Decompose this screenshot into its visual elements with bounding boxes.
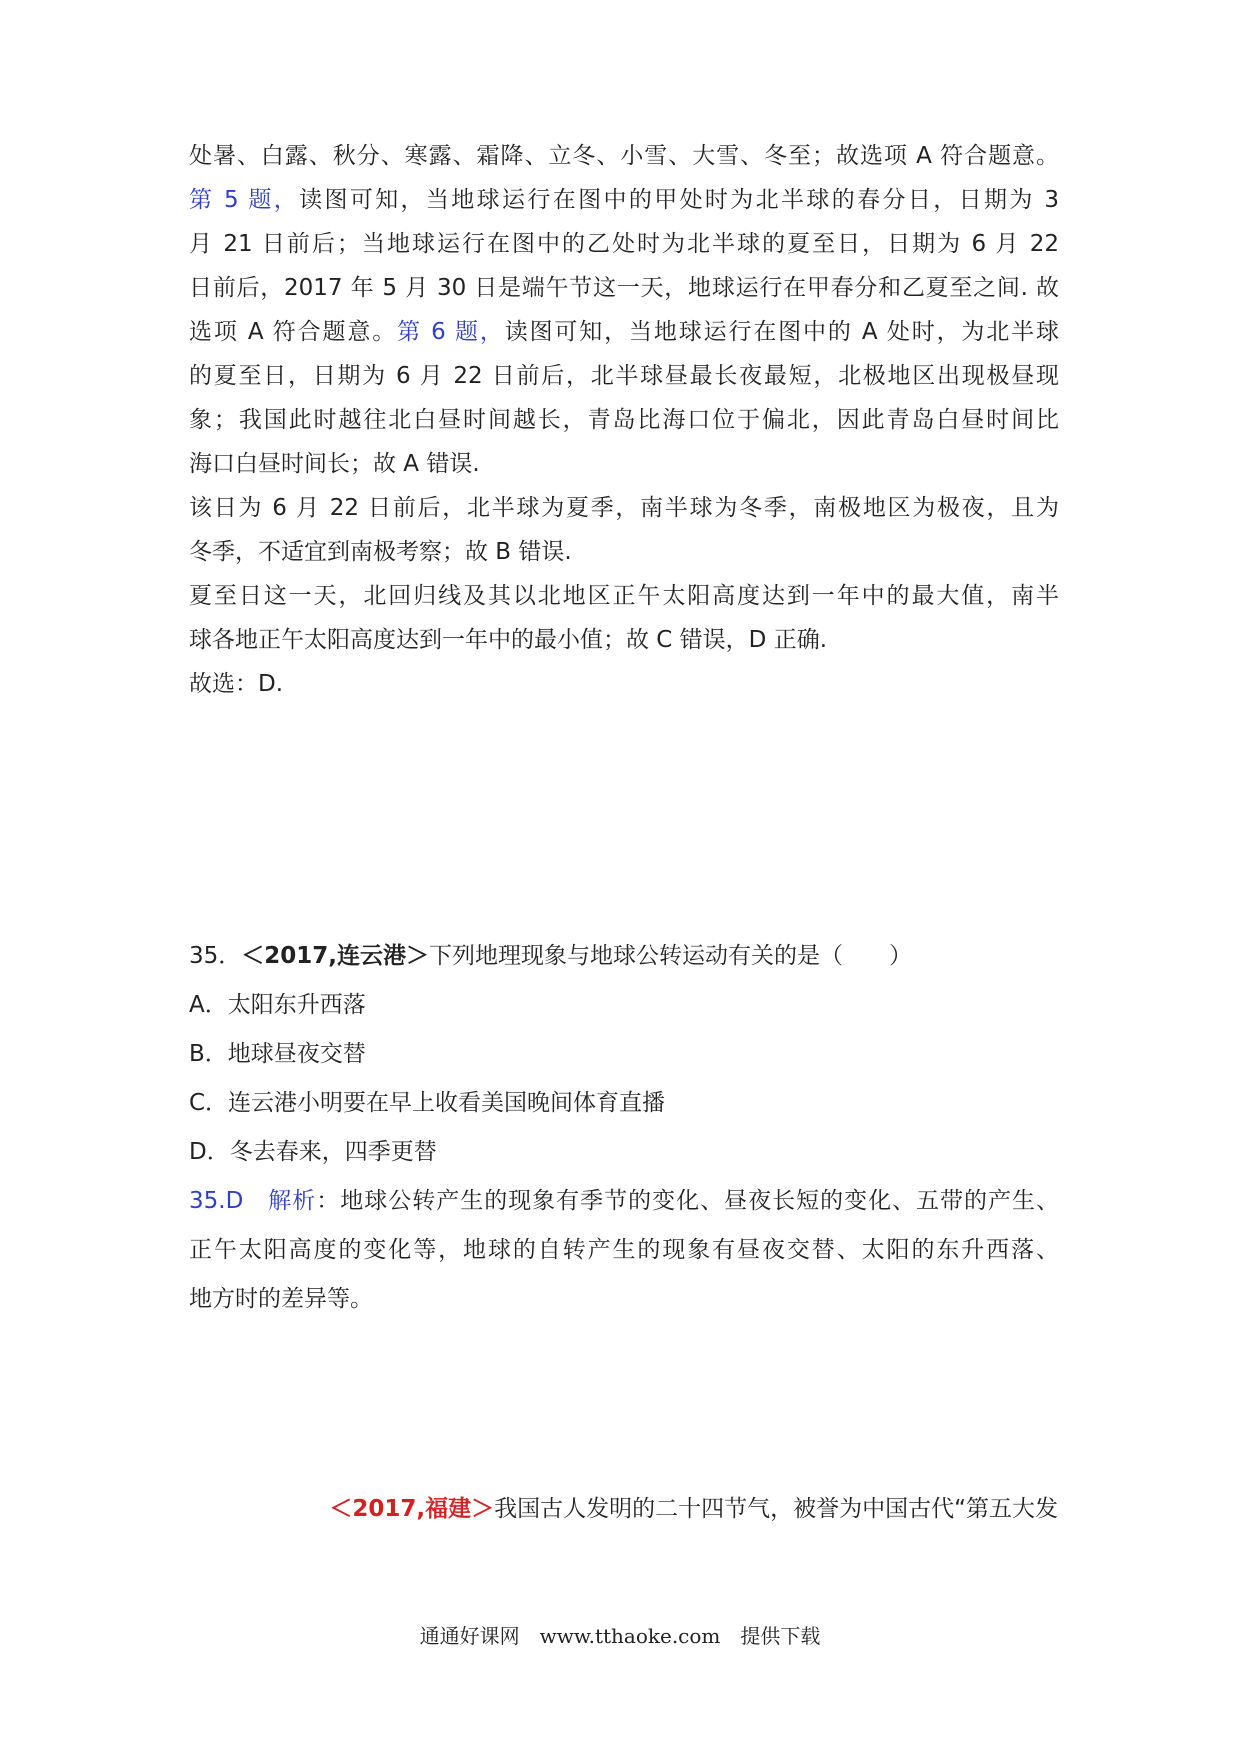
solution-line-7: 象；我国此时越往北白昼时间越长，青岛比海口位于偏北，因此青岛白昼时间比	[189, 407, 1059, 433]
question-5-label: 第 5 题，	[189, 187, 300, 213]
solution-line-12: 球各地正午太阳高度达到一年中的最小值；故 C 错误，D 正确.	[189, 627, 828, 653]
answer-label: 35.D 解析	[189, 1188, 317, 1214]
page-footer: 通通好课网 www.tthaoke.com 提供下载	[419, 1624, 821, 1648]
solution-line-1: 处暑、白露、秋分、寒露、霜降、立冬、小雪、大雪、冬至；故选项 A 符合题意。	[189, 143, 1059, 169]
solution-line-4: 日前后，2017 年 5 月 30 日是端午节这一天，地球运行在甲春分和乙夏至之间. 故	[189, 275, 1059, 301]
solution-line-3: 月 21 日前后；当地球运行在图中的乙处时为北半球的夏至日，日期为 6 月 22	[189, 231, 1059, 257]
answer-line-3: 地方时的差异等。	[189, 1286, 373, 1312]
solution-line-6: 的夏至日，日期为 6 月 22 日前后，北半球昼最长夜最短，北极地区出现极昼现	[189, 363, 1059, 389]
question-35-stem: 35．＜2017,连云港＞下列地理现象与地球公转运动有关的是（ ）	[189, 943, 913, 969]
solution-line-5: 选项 A 符合题意。第 6 题，读图可知，当地球运行在图中的 A 处时，为北半球	[189, 319, 1060, 345]
solution-line-9: 该日为 6 月 22 日前后，北半球为夏季，南半球为冬季，南极地区为极夜，且为	[189, 495, 1059, 521]
next-question-source: ＜2017,福建＞	[329, 1496, 495, 1522]
solution-line-8: 海口白昼时间长；故 A 错误.	[189, 451, 480, 477]
option-c: C．连云港小明要在早上收看美国晚间体育直播	[189, 1090, 666, 1116]
option-b: B．地球昼夜交替	[189, 1041, 366, 1067]
solution-line-10: 冬季，不适宜到南极考察；故 B 错误.	[189, 539, 572, 565]
solution-line-2: 第 5 题，读图可知，当地球运行在图中的甲处时为北半球的春分日，日期为 3	[189, 187, 1059, 213]
next-question-line: ＜2017,福建＞我国古人发明的二十四节气，被誉为中国古代“第五大发	[329, 1496, 1058, 1522]
answer-line-1: 35.D 解析：地球公转产生的现象有季节的变化、昼夜长短的变化、五带的产生、	[189, 1188, 1060, 1214]
question-6-label: 第 6 题，	[397, 319, 505, 345]
option-a: A．太阳东升西落	[189, 992, 366, 1018]
answer-line-2: 正午太阳高度的变化等，地球的自转产生的现象有昼夜交替、太阳的东升西落、	[189, 1237, 1059, 1263]
option-d: D．冬去春来，四季更替	[189, 1139, 437, 1165]
solution-line-11: 夏至日这一天，北回归线及其以北地区正午太阳高度达到一年中的最大值，南半	[189, 583, 1059, 609]
question-source: ＜2017,连云港＞	[241, 943, 430, 969]
solution-line-13: 故选：D.	[189, 671, 284, 697]
question-number: 35．	[189, 943, 242, 969]
